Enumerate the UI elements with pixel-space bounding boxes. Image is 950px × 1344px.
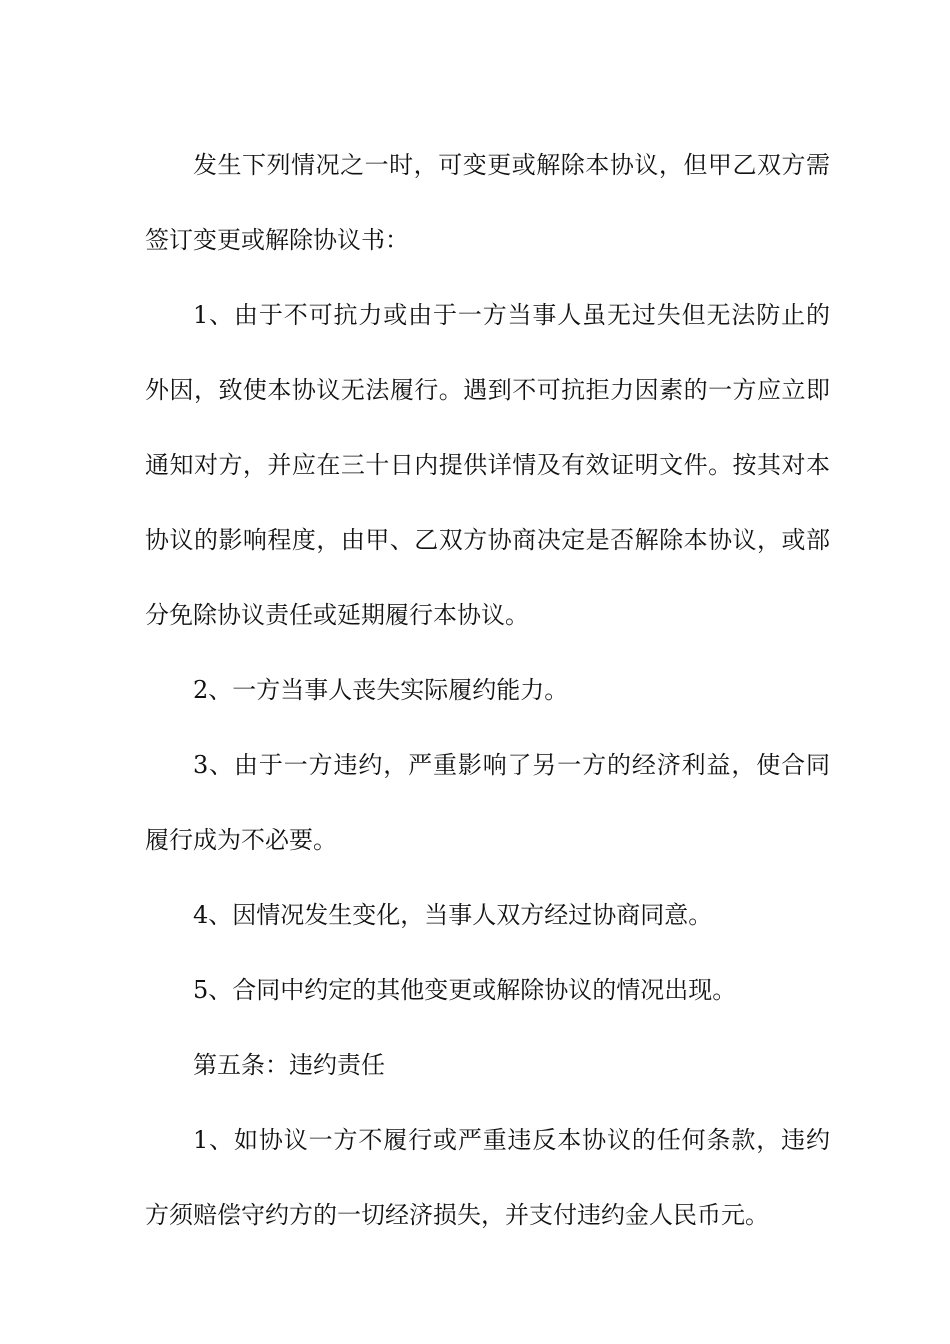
paragraph-item-1: 1、由于不可抗力或由于一方当事人虽无过失但无法防止的外因，致使本协议无法履行。遇到不可抗拒力因素的一方应立即通知对方，并应在三十日内提供详情及有效证明文件。按其对本协议的影响程度，由甲、乙双方协商决定是否解除本协议，或部分免除协议责任或延期履行本协议。	[145, 301, 830, 629]
document-body	[145, 128, 830, 1253]
paragraph-intro: 发生下列情况之一时，可变更或解除本协议，但甲乙双方需签订变更或解除协议书：	[145, 151, 830, 254]
paragraph-breach-item-1: 1、如协议一方不履行或严重违反本协议的任何条款，违约方须赔偿守约方的一切经济损失，并支付违约金人民币元。	[145, 1126, 830, 1229]
paragraph-item-2: 2、一方当事人丧失实际履约能力。	[193, 676, 569, 704]
paragraph-item-4: 4、因情况发生变化，当事人双方经过协商同意。	[193, 901, 713, 929]
section-heading-article-5: 第五条：违约责任	[193, 1051, 385, 1079]
paragraph-item-3: 3、由于一方违约，严重影响了另一方的经济利益，使合同履行成为不必要。	[145, 751, 830, 854]
paragraph-item-5: 5、合同中约定的其他变更或解除协议的情况出现。	[193, 976, 737, 1004]
